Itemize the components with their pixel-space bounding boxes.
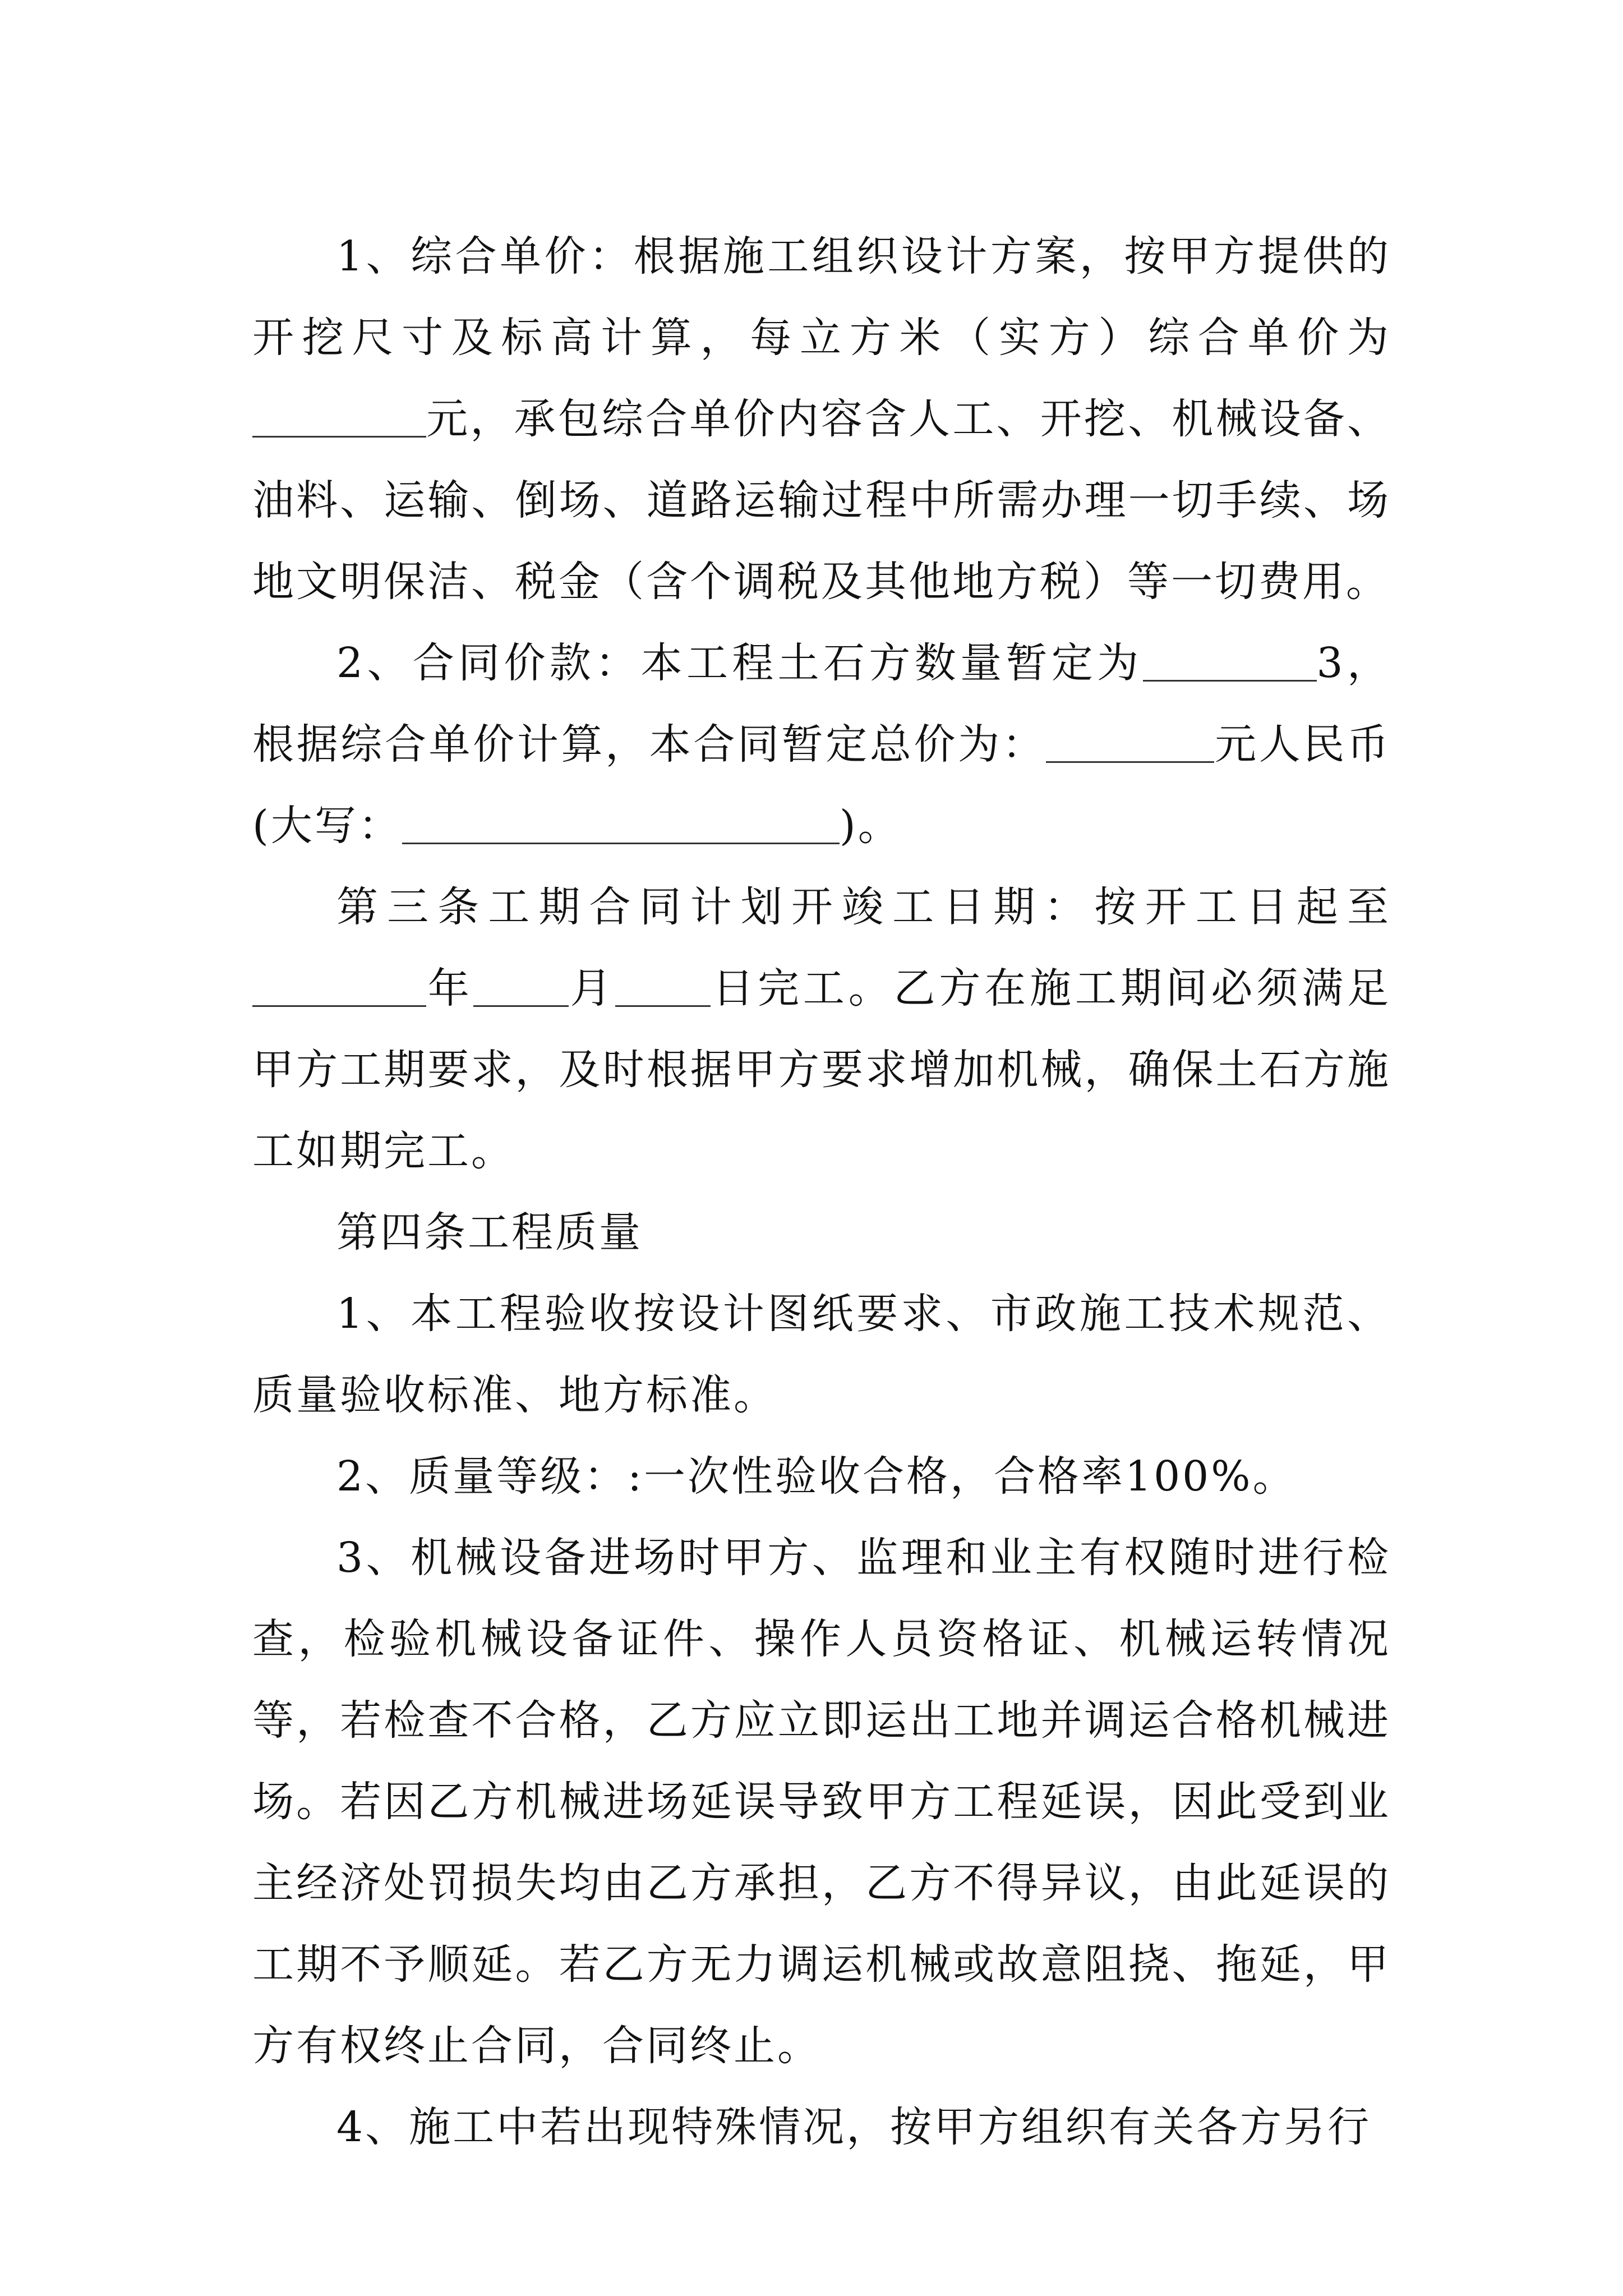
paragraph-special-cases: 4、施工中若出现特殊情况，按甲方组织有关各方另行 bbox=[336, 2103, 1372, 2151]
total-price-text: 3，根据综合单价计算，本合同暂定总价为： bbox=[252, 639, 1391, 769]
quantity-blank bbox=[1143, 638, 1317, 682]
year-blank bbox=[252, 964, 426, 1007]
heading-quality: 第四条工程质量 bbox=[336, 1208, 643, 1257]
paragraph-contract-price bbox=[252, 623, 1391, 867]
document-page bbox=[252, 216, 1391, 2168]
paragraph-machinery: 3、机械设备进场时甲方、监理和业主有权随时进行检查，检验机械设备证件、操作人员资格证、机械运转情况等，若检查不合格，乙方应立即运出工地并调运合格机械进场。若因乙方机械进场延误导致甲方工程延误，因此受到业主经济处罚损失均由乙方承担，乙方不得异议，由此延误的工期不予顺延。若乙方无力调运机械或故意阻挠、拖延，甲方有权终止合同，合同终止。 bbox=[252, 1534, 1391, 2070]
month-blank bbox=[473, 964, 569, 1007]
quantity-text: 2、合同价款：本工程土石方数量暂定为 bbox=[336, 639, 1143, 687]
capital-amount-blank bbox=[402, 801, 840, 844]
closing-text: )。 bbox=[839, 802, 902, 850]
month-label: 月 bbox=[568, 964, 616, 1013]
rmb-text: 元人民币(大写： bbox=[252, 720, 1391, 850]
unit-price-text: 1、综合单价：根据施工组织设计方案，按甲方提供的开挖尺寸及标高计算，每立方米（实方）综合单价为 bbox=[252, 232, 1391, 362]
paragraph-schedule bbox=[252, 867, 1391, 1192]
paragraph-acceptance: 1、本工程验收按设计图纸要求、市政施工技术规范、质量验收标准、地方标准。 bbox=[252, 1290, 1391, 1419]
paragraph-quality-grade: 2、质量等级：:一次性验收合格，合格率100%。 bbox=[336, 1452, 1297, 1501]
year-label: 年 bbox=[426, 964, 473, 1013]
schedule-text-cont: 日完工。乙方在施工期间必须满足甲方工期要求，及时根据甲方要求增加机械，确保土石方施工如期完工。 bbox=[252, 964, 1391, 1175]
day-blank bbox=[615, 964, 711, 1007]
schedule-text: 第三条工期合同计划开竣工日期：按开工日起至 bbox=[336, 883, 1391, 931]
total-price-blank bbox=[1046, 720, 1214, 763]
unit-price-blank bbox=[252, 394, 426, 438]
unit-price-text-cont: 元，承包综合单价内容含人工、开挖、机械设备、油料、运输、倒场、道路运输过程中所需办理一切手续、场地文明保洁、税金（含个调税及其他地方税）等一切费用。 bbox=[252, 395, 1391, 606]
paragraph-unit-price bbox=[252, 216, 1391, 623]
